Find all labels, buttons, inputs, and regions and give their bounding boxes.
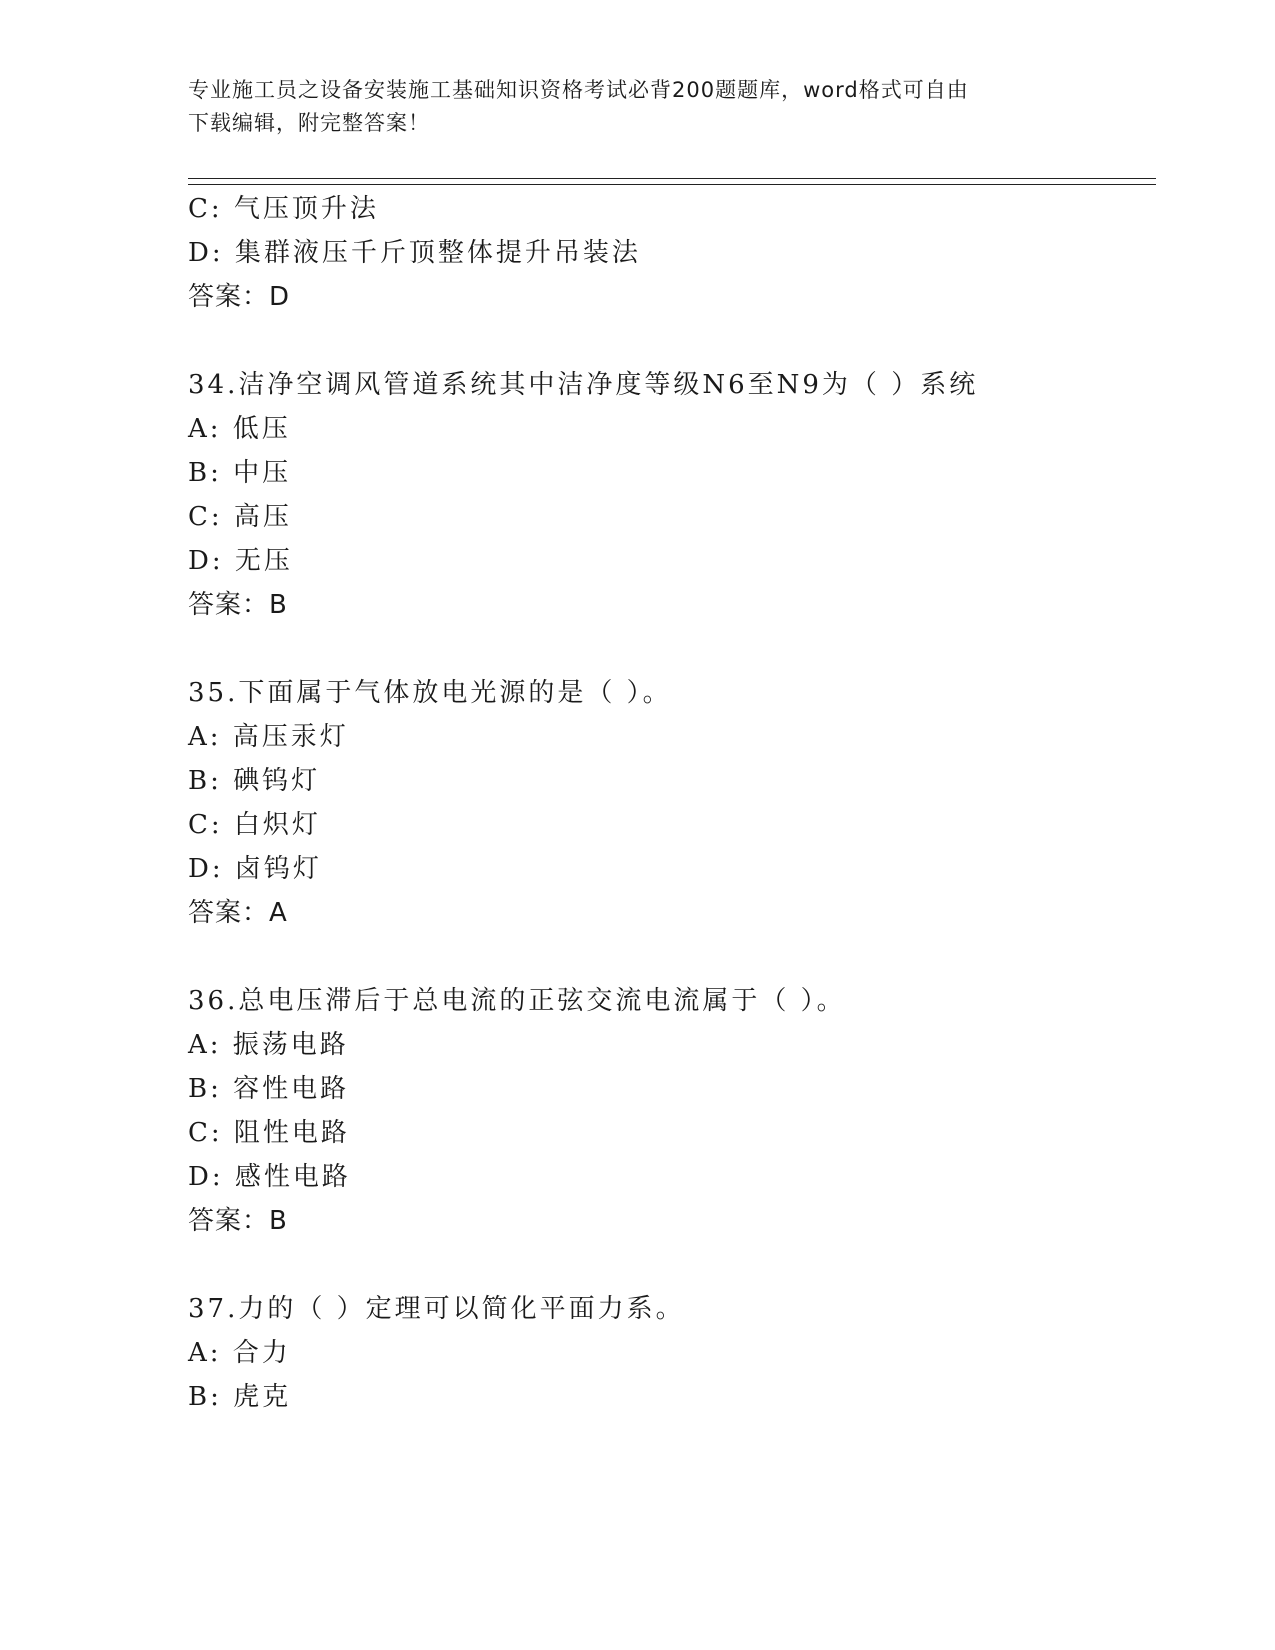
- header-divider-bottom: [188, 184, 1156, 185]
- q35-option-a: A: 高压汞灯: [188, 722, 349, 752]
- q37-option-b: B: 虎克: [188, 1382, 292, 1412]
- q34-option-d: D: 无压: [188, 546, 293, 576]
- q36-option-a: A: 振荡电路: [188, 1030, 349, 1060]
- q34-option-b: B: 中压: [188, 458, 292, 488]
- q35-question: 35.下面属于气体放电光源的是（ ）。: [188, 678, 672, 708]
- q36-answer: 答案：B: [188, 1206, 288, 1236]
- q34-option-c: C: 高压: [188, 502, 292, 532]
- header-line-1: 专业施工员之设备安装施工基础知识资格考试必背200题题库，word格式可自由: [188, 78, 969, 102]
- q33-option-c: C: 气压顶升法: [188, 194, 379, 224]
- q33-option-d: D: 集群液压千斤顶整体提升吊装法: [188, 238, 641, 268]
- q36-option-c: C: 阻性电路: [188, 1118, 350, 1148]
- q37-option-a: A: 合力: [188, 1338, 291, 1368]
- q36-option-b: B: 容性电路: [188, 1074, 350, 1104]
- header-line-2: 下载编辑，附完整答案！: [188, 111, 430, 135]
- header-divider-top: [188, 178, 1156, 179]
- q35-option-d: D: 卤钨灯: [188, 854, 322, 884]
- q34-option-a: A: 低压: [188, 414, 291, 444]
- q36-option-d: D: 感性电路: [188, 1162, 351, 1192]
- q33-answer: 答案：D: [188, 282, 291, 312]
- q34-question: 34.洁净空调风管道系统其中洁净度等级N6至N9为（ ）系统: [188, 370, 979, 400]
- q35-answer: 答案：A: [188, 898, 288, 928]
- q35-option-c: C: 白炽灯: [188, 810, 321, 840]
- q35-option-b: B: 碘钨灯: [188, 766, 321, 796]
- q34-answer: 答案：B: [188, 590, 288, 620]
- document-header: [188, 74, 1068, 140]
- q36-question: 36.总电压滞后于总电流的正弦交流电流属于（ ）。: [188, 986, 846, 1016]
- q37-question: 37.力的（ ）定理可以简化平面力系。: [188, 1294, 685, 1324]
